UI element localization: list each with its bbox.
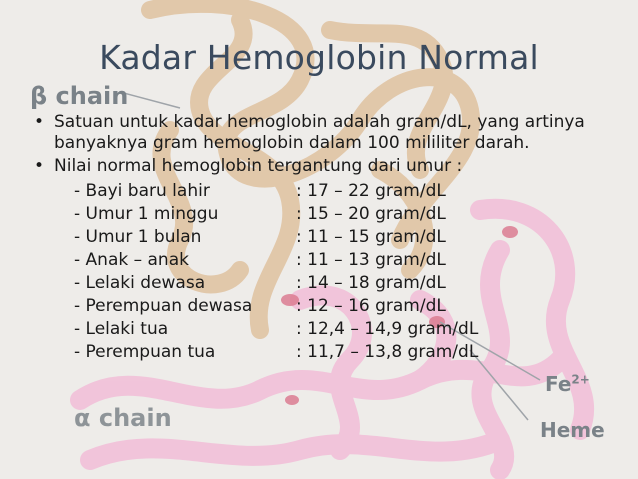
list-item <box>30 294 630 317</box>
age-group-label: - Umur 1 minggu <box>74 204 219 224</box>
list-item <box>30 202 630 225</box>
beta-chain-label: β chain <box>30 82 129 110</box>
hb-range-value: : 12,4 – 14,9 gram/dL <box>296 319 479 339</box>
list-item <box>30 317 630 340</box>
hb-range-value: : 14 – 18 gram/dL <box>296 273 446 293</box>
slide-body <box>30 112 630 363</box>
age-group-label: - Perempuan tua <box>74 342 216 362</box>
hb-range-value: : 15 – 20 gram/dL <box>296 204 446 224</box>
fe-label-superscript: 2+ <box>571 372 590 387</box>
hb-range-value: : 11 – 15 gram/dL <box>296 227 446 247</box>
age-group-label: - Lelaki tua <box>74 319 169 339</box>
hb-range-value: : 11 – 13 gram/dL <box>296 250 446 270</box>
bullet-normal-values: • Nilai normal hemoglobin tergantung dari umur : <box>30 156 630 177</box>
slide-title: Kadar Hemoglobin Normal <box>99 38 539 77</box>
age-group-label: - Umur 1 bulan <box>74 227 202 247</box>
fe-label-text: Fe <box>545 372 572 396</box>
fe-label <box>545 372 590 396</box>
age-group-label: - Lelaki dewasa <box>74 273 206 293</box>
age-group-label: - Perempuan dewasa <box>74 296 253 316</box>
hb-range-value: : 11,7 – 13,8 gram/dL <box>296 342 479 362</box>
age-group-label: - Anak – anak <box>74 250 189 270</box>
list-item <box>30 248 630 271</box>
bullet-units: • Satuan untuk kadar hemoglobin adalah gram/dL, yang artinya banyaknya gram hemoglobin dalam 100 mililiter darah. <box>30 112 630 154</box>
list-item <box>30 225 630 248</box>
list-item <box>30 179 630 202</box>
alpha-chain-label: α chain <box>74 404 172 432</box>
hb-range-value: : 12 – 16 gram/dL <box>296 296 446 316</box>
list-item <box>30 340 630 363</box>
list-item <box>30 271 630 294</box>
normal-values-list <box>30 179 630 363</box>
heme-label: Heme <box>540 418 605 442</box>
age-group-label: - Bayi baru lahir <box>74 181 210 201</box>
hb-range-value: : 17 – 22 gram/dL <box>296 181 446 201</box>
